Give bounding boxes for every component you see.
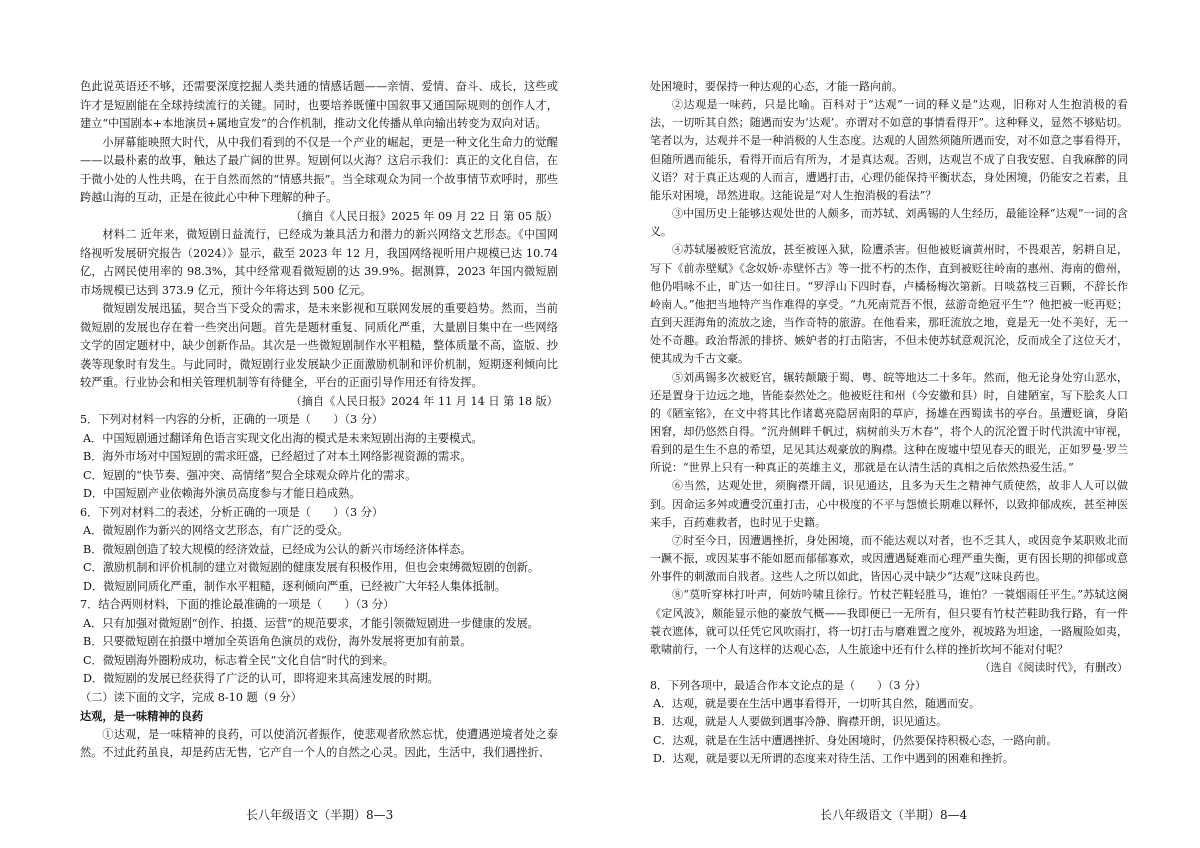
question-stem: 5．下列对材料一内容的分析，正确的一项是（ ）（3 分）	[80, 413, 384, 426]
article-title: 达观，是一味精神的良药	[80, 709, 204, 723]
option: D．达观，就是要以无所谓的态度来对待生活、工作中遇到的困难和挫折。	[653, 751, 1014, 765]
option: D．微短剧同质化严重，制作水平粗糙，逐利倾向严重，已经被广大年轻人集体抵制。	[83, 579, 506, 593]
paragraph: ④苏轼屡被贬官流放，甚至被诬入狱，险遭杀害。但他被贬谪黄州时，不畏艰苦，躬耕自足，写下《前赤壁赋》《念奴娇·赤壁怀古》等一批不朽的杰作，直到被贬往岭南的惠州、海南的儋州，他仍唱咏不止，旷达一如往日。“罗浮山下四时春，卢橘杨梅次第新。日啖荔枝三百颗，不辞长作岭南人。”他把当地特产当作难得的享受。“九死南荒吾不恨，兹游奇绝冠平生”？他把被一贬再贬；直到天涯海角的流放之途，当作奇特的旅游。在他看来，那旺流放之地，竟是无一处不美好，无一处不奇趣。政治帮派的排挤、嫉妒者的打击陷害，不但未使苏轼意观沉沦，反而成全了这位天才，使其成为千古文豪。	[650, 243, 1128, 366]
question-stem: 7．结合两则材料，下面的推论最准确的一项是（ ）（3 分）	[80, 598, 395, 611]
option: C．短剧的“快节奏、强冲突、高情绪”契合全球观众碎片化的需求。	[83, 468, 417, 482]
question-8	[650, 677, 1128, 768]
question-7	[80, 596, 558, 689]
option: A．微短剧作为新兴的网络文艺形态，有广泛的受众。	[83, 524, 349, 537]
question-stem: 8．下列各项中，最适合作本文论点的是（ ）（3 分）	[650, 679, 926, 693]
option: B．微短剧创造了较大规模的经济效益，已经成为公认的新兴市场经济体样态。	[83, 542, 472, 556]
paragraph: ⑦时至今日，因遭遇挫折，身处困境，而不能达观以对者，也不乏其人，或因竞争某职败北而一蹶不振，或因某事不能如愿而郁郁寡欢，或因遭遇疑难而心理严重失衡，更有因长期的抑郁或意外事件的刺激而自戕者。这些人之所以如此，皆因心灵中缺少“达观”这味良药也。	[650, 533, 1128, 584]
option: A．只有加强对微短剧“创作、拍摄、运营”的规范要求，才能引领微短剧进一步健康的发展。	[83, 616, 539, 630]
question-stem: 6．下列对材料二的表述，分析正确的一项是（ ）（3 分）	[80, 505, 384, 519]
paragraph: 小屏幕能映照大时代，从中我们看到的不仅是一个产业的崛起，更是一种文化生命力的觉醒——以最朴素的故事，触达了最广阔的世界。短剧何以火海？这启示我们：真正的文化自信，在于微小处的人性共鸣，在于自然而然的“情感共振”。当全球观众为同一个故事情节欢呼时，那些跨越山海的互动，正是在彼此心中种下理解的种子。	[80, 135, 558, 204]
option: C．微短剧海外圈粉成功，标志着全民“文化自信”时代的到来。	[83, 653, 394, 667]
paragraph: ⑤刘禹锡多次被贬官，辗转颠簸于蜀、粤、皖等地达二十多年。然而，他无论身处穷山恶水，还是置身于边远之地，皆能泰然处之。他被贬往和州（今安徽和县）时，自建陋室，写下脍炙人口的《陋室铭》，在文中将其比作诸葛亮隐居南阳的草庐，扬雄在西蜀读书的亭台。虽遭贬谪，身陷困窘，却仍悠然自得。“沉舟侧畔千帆过，病树前头万木春”，将个人的沉沦置于时代洪流中审视，看到的是生生不息的希望，足见其达观豪放的胸襟。这种在废墟中望见春天的眼光，正如罗曼·罗兰所说：“世界上只有一种真正的英雄主义，那就是在认清生活的真相之后依然热爱生活。”	[650, 370, 1128, 475]
paragraph: 微短剧发展迅猛，契合当下受众的需求，是未来影视和互联网发展的重要趋势。然而，当前微短剧的发展也存在着一些突出问题。首先是题材重复、同质化严重，大量剧目集中在一些网络文学的固定题材中，缺少创新作品。其次是一些微短剧制作水平粗糙，整体质量不高，盗版、抄袭等现象时有发生。与此同时，微短剧行业发展缺少正面激励机制和评价机制，短期逐利倾向比较严重。行业协会和相关管理机制等有待健全，平台的正面引导作用还有待发挥。	[80, 302, 558, 389]
source-citation: （选自《阅读时代》，有删改）	[979, 661, 1128, 674]
paragraph: ⑥当然，达观处世，须胸襟开阔，识见通达，且多为天生之精神气质使然，故非人人可以做到。因命运多舛或遭受沉重打击，心中极度的不平与怨愤长期难以释怀，以致抑郁成疾，甚至神医来手，百药难救者，也时见于史籍。	[650, 479, 1128, 529]
paragraph: 色此说英语还不够，还需要深度挖掘人类共通的情感话题——亲情、爱情、奋斗、成长，这些或许才是短剧能在全球持续流行的关键。同时，也要培养既懂中国叙事又通国际规则的创作人才，建立“中国剧本+本地演员+属地宣发”的合作机制，推动文化传播从单向输出转变为双向对话。	[80, 80, 558, 130]
left-column	[80, 78, 558, 763]
option: D．中国短剧产业依赖海外演员高度参与才能日趋成熟。	[83, 487, 361, 500]
page-footer: 长八年级语文（半期）8—4	[820, 808, 968, 822]
question-5	[80, 411, 558, 504]
option: A．中国短剧通过翻译角色语言实现文化出海的模式是未来短剧出海的主要模式。	[83, 431, 483, 445]
paragraph: ②达观是一味药，只是比喻。百科对于“达观”一词的释义是“达观，旧称对人生抱消极的看法，一切听其自然；随遇而安为‘达观’。亦谓对不如意的事情看得开”。这种释义，显然不够贴切。笔者以为，达观并不是一种消极的人生态度。达观的人固然须随所遇而安，对不如意之事看得开，但随所遇而能乐，看得开而后有所为，才是真达观。否则，达观岂不成了自我安慰、自我麻醉的同义语？对于真正达观的人而言，遭遇打击，心理仍能保持平衡状态，身处困境，仍能安之若素，且能乐对困境，昂然进取。这能说是“对人生抱消极的看法”？	[650, 98, 1128, 202]
option: B．只要微短剧在拍摄中增加全英语角色演员的戏份，海外发展将更加有前景。	[83, 635, 472, 648]
paragraph: 材料二 近年来，微短剧日益流行，已经成为兼具活力和潜力的新兴网络文艺形态。《中国网络视听发展研究报告（2024）》显示，截至 2023 年 12 月，我国网络视听用户规模已达 10.74 亿，占网民使用率的 98.3%，其中经常观看微短剧的达 39.9%。据测算，2023 年国内微短剧市场规模已达到 373.9 亿元，预计今年将达到 500 亿元。	[80, 228, 558, 297]
option: C．达观，就是在生活中遭遇挫折、身处困境时，仍然要保持积极心态，一路向前。	[653, 733, 1058, 747]
option: B．海外市场对中国短剧的需求旺盛，已经超过了对本土网络影视资源的需求。	[83, 450, 472, 463]
source-citation: （摘自《人民日报》2025 年 09 月 22 日 第 05 版）	[290, 209, 558, 223]
paragraph: ⑧“莫听穿林打叶声，何妨吟啸且徐行。竹杖芒鞋轻胜马，谁怕？一蓑烟雨任平生。”苏轼这阕《定风波》，颇能显示他的豪放气概——我即便已一无所有，但只要有竹杖芒鞋助我行路，有一件蓑衣遮体，就可以任凭它风吹雨打，将一切打击与磨难置之度外，视坡路为坦途，一路履险如夷，歌啸前行，一个人有这样的达观心态，人生旅途中还有什么样的挫折坎坷不能对付呢？	[650, 588, 1128, 656]
option: D．微短剧的发展已经获得了广泛的认可，即将迎来其高速发展的时期。	[83, 672, 439, 685]
option: A．达观，就是要在生活中遇事看得开，一切听其自然，随遇而安。	[653, 697, 980, 711]
section-heading: （二）读下面的文字，完成 8-10 题（9 分）	[80, 690, 302, 704]
option: B．达观，就是人人要做到遇事冷静、胸襟开朗，识见通达。	[653, 715, 948, 729]
paragraph: ③中国历史上能够达观处世的人颇多，而苏轼、刘禹锡的人生经历，最能诠释“达观”一词的含义。	[650, 207, 1128, 239]
page-footer: 长八年级语文（半期）8—3	[246, 808, 394, 822]
paragraph: ①达观，是一味精神的良药，可以使消沉者振作，使悲观者欣然忘忧，使遭遇逆境者处之泰然。不过此药虽良，却是药店无售，它产自一个人的自然之心灵。因此，生活中，我们遇挫折、	[80, 727, 558, 759]
right-column	[650, 78, 1128, 768]
option: C．激励机制和评价机制的建立对微短剧的健康发展有积极作用，但也会束缚微短剧的创新。	[83, 561, 540, 574]
question-6	[80, 504, 558, 597]
paragraph: 处困境时，要保持一种达观的心态，才能一路向前。	[650, 80, 903, 93]
source-citation: （摘自《人民日报》2024 年 11 月 14 日 第 18 版）	[290, 394, 558, 408]
